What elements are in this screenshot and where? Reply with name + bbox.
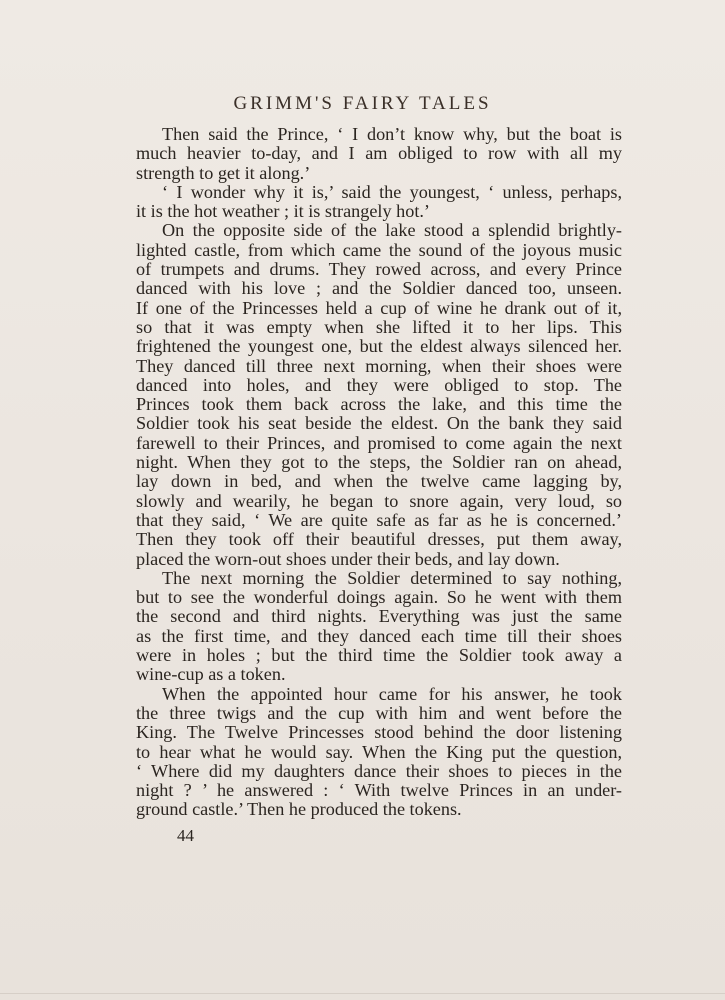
text-line: but to see the wonderful doings again. So he went with them [136,587,622,608]
text-line: lay down in bed, and when the twelve came lagging by, [136,471,622,492]
page-edge [0,993,725,1000]
text-line: lighted castle, from which came the sound of the joyous music [136,239,622,260]
text-line: When the appointed hour came for his answer, he took [162,683,622,704]
text-line: On the opposite side of the lake stood a splendid brightly- [162,220,622,241]
text-line: The next morning the Soldier determined to say nothing, [162,567,622,588]
text-line: were in holes ; but the third time the Soldier took away a [136,645,622,666]
text-line: placed the worn-out shoes under their beds, and lay down. [136,548,560,569]
text-line: ground castle.’ Then he produced the tokens. [136,799,462,820]
text-line: strength to get it along.’ [136,162,311,183]
text-line: it is the hot weather ; it is strangely hot.’ [136,201,430,222]
text-line: If one of the Princesses held a cup of wine he drank out of it, [136,297,622,318]
text-line: danced into holes, and they were obliged to stop. The [136,374,622,395]
text-line: They danced till three next morning, when their shoes were [136,355,622,376]
text-line: slowly and wearily, he began to snore again, very loud, so [136,490,622,511]
page-number: 44 [177,826,194,845]
text-line: night. When they got to the steps, the Soldier ran on ahead, [136,452,622,473]
text-line: ‘ I wonder why it is,’ said the youngest, ‘ unless, perhaps, [162,181,622,202]
text-line: King. The Twelve Princesses stood behind the door listening [136,722,622,743]
text-line: night ? ’ he answered : ‘ With twelve Princes in an under- [136,780,622,801]
text-line: wine-cup as a token. [136,664,286,685]
text-line: Soldier took his seat beside the eldest. On the bank they said [136,413,622,434]
text-line: the three twigs and the cup with him and went before the [136,702,622,723]
text-line: the second and third nights. Everything was just the same [136,606,622,627]
text-line: as the first time, and they danced each time till their shoes [136,625,622,646]
text-line: farewell to their Princes, and promised to come again the next [136,432,622,453]
running-head: GRIMM'S FAIRY TALES [233,93,492,114]
text-line: Then they took off their beautiful dresses, put them away, [136,529,622,550]
text-line: much heavier to-day, and I am obliged to row with all my [136,143,622,164]
text-line: frightened the youngest one, but the eldest always silenced her. [136,336,622,357]
text-line: to hear what he would say. When the King put the question, [136,741,622,762]
text-line: that they said, ‘ We are quite safe as far as he is concerned.’ [136,509,622,530]
body-text [136,125,622,820]
text-line: Princes took them back across the lake, and this time the [136,394,622,415]
text-line: so that it was empty when she lifted it to her lips. This [136,316,622,337]
text-line: ‘ Where did my daughters dance their shoes to pieces in the [136,760,622,781]
text-line: Then said the Prince, ‘ I don’t know why, but the boat is [162,124,622,144]
text-line: of trumpets and drums. They rowed across, and every Prince [136,259,622,280]
text-line: danced with his love ; and the Soldier danced too, unseen. [136,278,622,299]
